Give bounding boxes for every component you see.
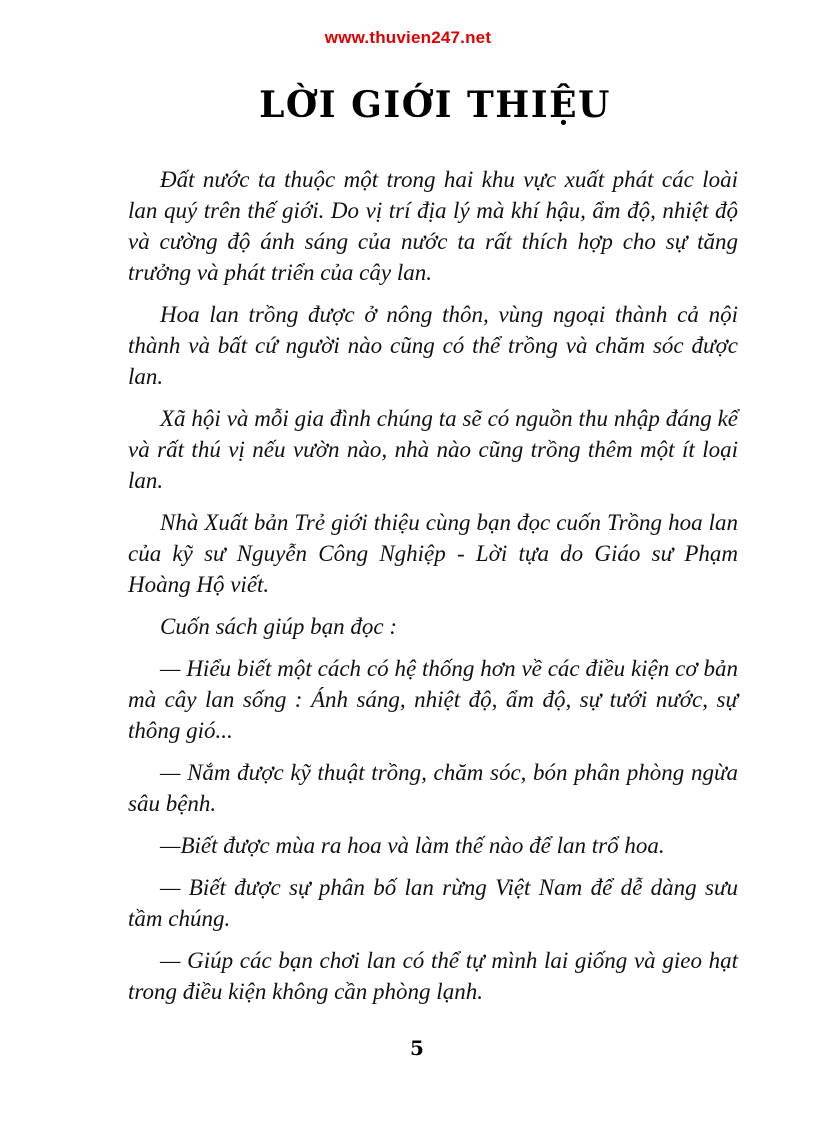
list-item-conditions: — Hiểu biết một cách có hệ thống hơn về các điều kiện cơ bản mà cây lan sống : Ánh sáng, nhiệt độ, ẩm độ, sự tưới nước, sự thông gió... [128,656,738,743]
list-item-distribution: — Biết được sự phân bố lan rừng Việt Nam để dễ dàng sưu tầm chúng. [128,875,738,931]
list-item-flowering: —Biết được mùa ra hoa và làm thế nào để lan trổ hoa. [160,833,665,858]
paragraph-purpose: Cuốn sách giúp bạn đọc : [160,614,398,639]
paragraph-intro: Đất nước ta thuộc một trong hai khu vực xuất phát các loài lan quý trên thế giới. Do vị trí địa lý mà khí hậu, ẩm độ, nhiệt độ và cường độ ánh sáng của nước ta rất thích hợp cho sự tăng trưởng và phát triển của cây lan. [128,167,738,285]
watermark-url: www.thuvien247.net [324,28,492,47]
list-item-techniques: — Nắm được kỹ thuật trồng, chăm sóc, bón phân phòng ngừa sâu bệnh. [128,760,738,816]
list-item-hybridizing: — Giúp các bạn chơi lan có thể tự mình lai giống và gieo hạt trong điều kiện không cần phòng lạnh. [128,948,738,1004]
paragraph-growing: Hoa lan trồng được ở nông thôn, vùng ngoại thành cả nội thành và bất cứ người nào cũng có thể trồng và chăm sóc được lan. [128,302,738,389]
paragraph-publisher: Nhà Xuất bản Trẻ giới thiệu cùng bạn đọc cuốn Trồng hoa lan của kỹ sư Nguyễn Công Nghiệp - Lời tựa do Giáo sư Phạm Hoàng Hộ viết. [128,510,738,597]
body-text [128,164,738,1018]
page-title: LỜI GIỚI THIỆU [259,84,611,126]
page-number: 5 [410,1036,424,1060]
paragraph-income: Xã hội và mỗi gia đình chúng ta sẽ có nguồn thu nhập đáng kể và rất thú vị nếu vườn nào, nhà nào cũng trồng thêm một ít loại lan. [128,406,738,493]
